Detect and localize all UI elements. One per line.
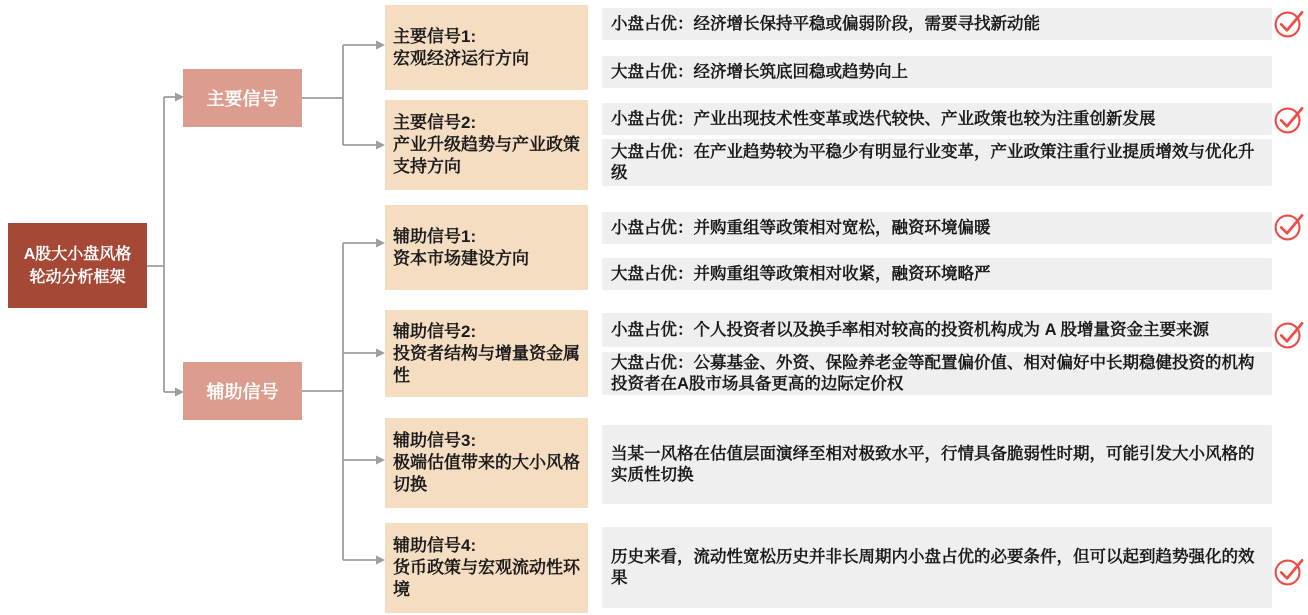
signal-title: 主要信号2:: [393, 113, 477, 132]
signal-subtitle: 产业升级趋势与产业政策支持方向: [393, 135, 580, 176]
desc-text-wrap: [611, 218, 991, 239]
desc-text-wrap: [611, 264, 991, 285]
desc-bar-largecap-macro: [602, 56, 1272, 88]
signal-subtitle: 货币政策与宏观流动性环境: [393, 558, 580, 599]
signal-box-aux-3: [385, 418, 588, 508]
desc-text: 历史来看，流动性宽松历史并非长周期内小盘占优的必要条件，但可以起到趋势强化的效果: [611, 547, 1255, 587]
desc-text-wrap: [611, 14, 1040, 35]
signal-subtitle: 极端估值带来的大小风格切换: [393, 453, 580, 494]
desc-text-wrap: [611, 62, 908, 83]
check-circle-icon: [1274, 104, 1305, 135]
desc-text-wrap: [611, 547, 1263, 589]
desc-prefix: 大盘占优：: [611, 264, 694, 283]
desc-bar-largecap-capital-market: [602, 258, 1272, 290]
signal-box-main-1: [385, 5, 588, 90]
desc-text-wrap: [611, 142, 1263, 184]
signal-box-aux-2: [385, 310, 588, 397]
desc-bar-smallcap-industry: [602, 103, 1272, 135]
signal-box-aux-4: [385, 523, 588, 613]
desc-bar-extreme-valuation: [602, 425, 1272, 504]
desc-prefix: 小盘占优：: [611, 109, 694, 128]
signal-box-aux-1: [385, 205, 588, 290]
signal-title: 辅助信号2:: [393, 321, 477, 341]
desc-bar-smallcap-capital-market: [602, 212, 1272, 244]
desc-bar-smallcap-macro: [602, 8, 1272, 40]
check-circle-icon: [1274, 211, 1305, 242]
desc-text: 并购重组等政策相对收紧，融资环境略严: [693, 264, 991, 283]
desc-bar-smallcap-investors: [602, 313, 1272, 347]
root-title-line2: 轮动分析框架: [29, 268, 126, 286]
desc-text: 经济增长筑底回稳或趋势向上: [693, 62, 908, 81]
desc-prefix: 大盘占优：: [611, 353, 694, 372]
signal-title: 辅助信号4:: [393, 536, 477, 555]
check-circle-icon: [1274, 319, 1305, 350]
group-node-aux-signal: 辅助信号: [183, 362, 302, 420]
signal-subtitle: 宏观经济运行方向: [393, 48, 529, 68]
desc-prefix: 小盘占优：: [611, 320, 694, 339]
desc-text-wrap: [611, 353, 1263, 395]
desc-prefix: 小盘占优：: [611, 14, 694, 33]
desc-text: 经济增长保持平稳或偏弱阶段，需要寻找新动能: [693, 14, 1040, 33]
signal-title: 主要信号1:: [393, 26, 477, 46]
desc-text-wrap: [611, 109, 1156, 130]
desc-bar-largecap-investors: [602, 352, 1272, 395]
desc-text: 当某一风格在估值层面演绎至相对极致水平，行情具备脆弱性时期，可能引发大小风格的实质性切换: [611, 444, 1255, 484]
desc-text-wrap: [611, 320, 1209, 341]
signal-title: 辅助信号3:: [393, 431, 477, 450]
desc-prefix: 小盘占优：: [611, 218, 694, 237]
desc-text: 公募基金、外资、保险养老金等配置偏价值、相对偏好中长期稳健投资的机构投资者在A股市场具备更高的边际定价权: [611, 353, 1255, 393]
desc-text-wrap: [611, 444, 1263, 486]
check-circle-icon: [1274, 556, 1305, 587]
root-node: [8, 223, 147, 308]
signal-box-main-2: [385, 100, 588, 190]
desc-prefix: 大盘占优：: [611, 62, 694, 81]
desc-text: 产业出现技术性变革或迭代较快、产业政策也较为注重创新发展: [693, 109, 1156, 128]
desc-bar-monetary-policy: [602, 527, 1272, 608]
signal-title: 辅助信号1:: [393, 226, 477, 246]
check-circle-icon: [1274, 8, 1305, 39]
root-title-line1: A股大小盘风格: [23, 245, 132, 263]
group-node-main-signal: 主要信号: [183, 69, 302, 127]
signal-subtitle: 资本市场建设方向: [393, 248, 529, 268]
signal-subtitle: 投资者结构与增量资金属性: [393, 343, 580, 385]
desc-text: 在产业趋势较为平稳少有明显行业变革，产业政策注重行业提质增效与优化升级: [611, 142, 1255, 182]
desc-prefix: 大盘占优：: [611, 142, 694, 161]
desc-text: 个人投资者以及换手率相对较高的投资机构成为 A 股增量资金主要来源: [693, 320, 1209, 339]
desc-bar-largecap-industry: [602, 139, 1272, 186]
desc-text: 并购重组等政策相对宽松，融资环境偏暖: [693, 218, 991, 237]
